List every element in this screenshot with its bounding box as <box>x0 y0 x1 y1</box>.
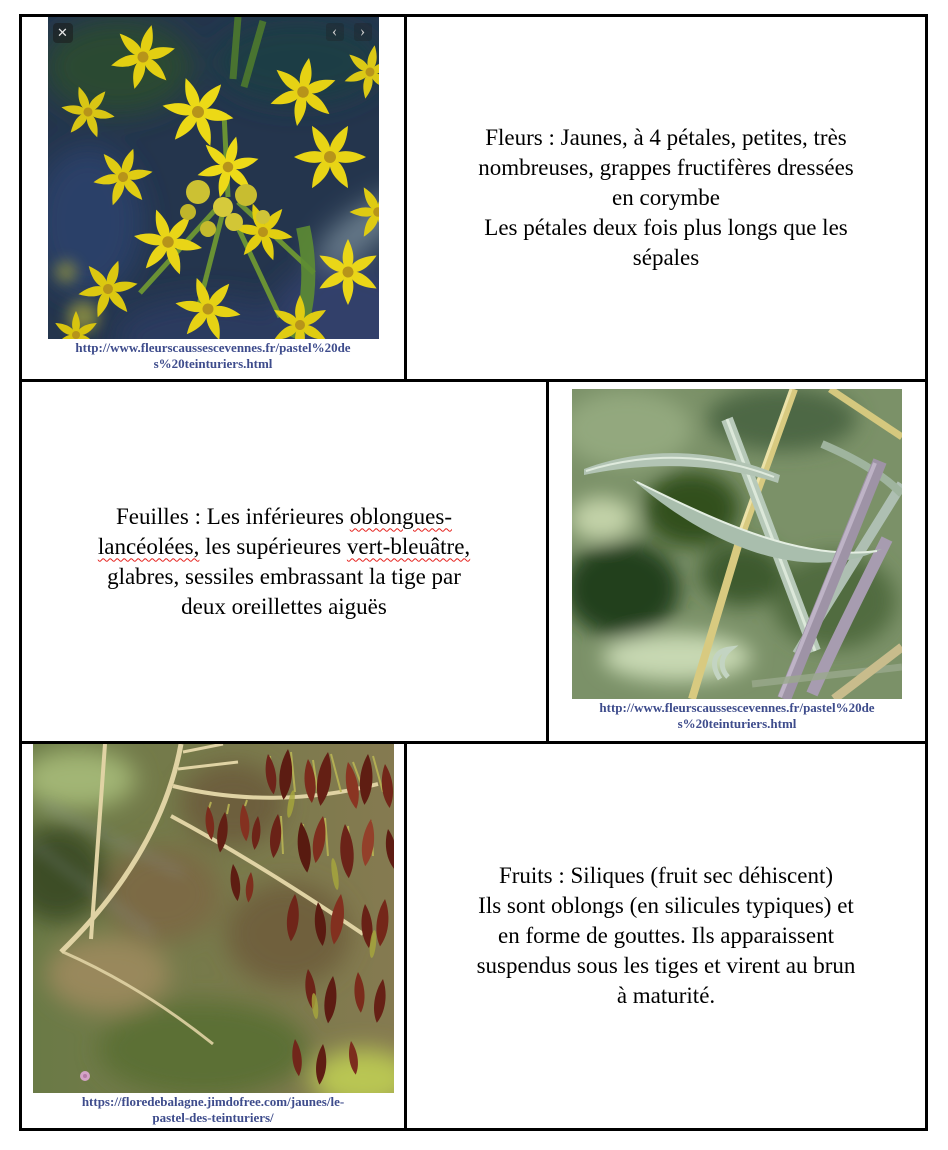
table-row-feuilles <box>22 382 925 744</box>
url-line: s%20teinturiers.html <box>153 356 273 371</box>
text-line: nombreuses, grappes fructifères dressées <box>478 155 854 180</box>
url-line: http://www.fleurscaussescevennes.fr/pastel%20de <box>599 700 875 715</box>
text-line: en corymbe <box>612 185 720 210</box>
fruits-description <box>477 861 856 1011</box>
text-line: en forme de gouttes. Ils apparaissent <box>498 923 834 948</box>
text-line: Ils sont oblongs (en silicules typiques) et <box>478 893 854 918</box>
misspelled-word: vert-bleuâtre, <box>346 533 471 559</box>
pod-photo <box>33 744 394 1093</box>
flower-photo-art <box>48 17 379 339</box>
text-line: suspendus sous les tiges et virent au brun <box>476 953 856 978</box>
pod-photo-art <box>33 744 394 1093</box>
flower-photo <box>48 17 379 339</box>
text-line: deux oreillettes aiguës <box>181 593 387 619</box>
text-segment: Feuilles : Les inférieures <box>116 503 350 529</box>
text-line: sépales <box>632 245 700 270</box>
text-line: à maturité. <box>616 983 716 1008</box>
url-line: pastel-des-teinturiers/ <box>152 1110 274 1125</box>
prev-arrow-icon[interactable]: ‹ <box>326 23 344 41</box>
leaf-photo-art <box>572 389 902 699</box>
leaf-image-cell <box>549 382 925 741</box>
text-line <box>98 502 470 532</box>
misspelled-word: oblongues- <box>349 503 452 529</box>
feuilles-description <box>98 502 470 622</box>
leaf-image-source-url <box>599 700 874 732</box>
pod-image-source-url <box>82 1094 344 1126</box>
text-line <box>98 532 470 562</box>
flower-image-cell <box>22 17 407 379</box>
table-row-fruits <box>22 744 925 1128</box>
leaf-photo <box>572 389 902 699</box>
fleurs-description <box>478 123 854 273</box>
feuilles-text-cell <box>22 382 549 741</box>
url-line: s%20teinturiers.html <box>677 716 797 731</box>
text-line: Fruits : Siliques (fruit sec déhiscent) <box>498 863 834 888</box>
fruits-text-cell <box>407 744 925 1128</box>
text-line: Fleurs : Jaunes, à 4 pétales, petites, très <box>485 125 847 150</box>
text-line: glabres, sessiles embrassant la tige par <box>107 563 461 589</box>
text-line: Les pétales deux fois plus longs que les <box>484 215 848 240</box>
pod-image-cell <box>22 744 407 1128</box>
url-line: https://floredebalagne.jimdofree.com/jaunes/le- <box>81 1094 345 1109</box>
text-segment: les supérieures <box>199 533 347 559</box>
flower-image-source-url <box>75 340 350 372</box>
close-icon[interactable]: ✕ <box>53 23 73 43</box>
url-line: http://www.fleurscaussescevennes.fr/pastel%20de <box>75 340 351 355</box>
table-row-fleurs <box>22 17 925 382</box>
plant-description-table <box>19 14 928 1131</box>
fleurs-text-cell <box>407 17 925 379</box>
misspelled-word: lancéolées, <box>97 533 200 559</box>
next-arrow-icon[interactable]: › <box>354 23 372 41</box>
